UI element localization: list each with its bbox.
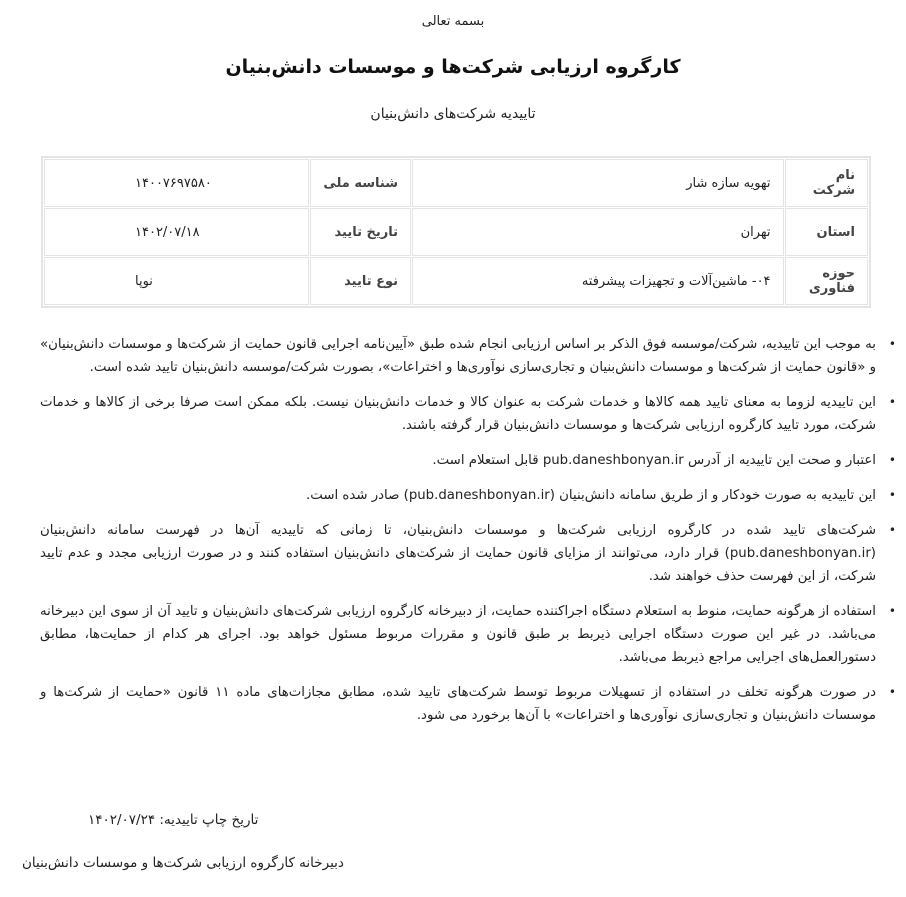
issuing-organization: دبیرخانه کارگروه ارزیابی شرکت‌ها و موسسات دانش‌بنیان <box>22 855 344 871</box>
tech-field-label: حوزه فناوری <box>785 257 868 305</box>
company-name-label: نام شرکت <box>785 159 868 207</box>
bullet-icon: • <box>888 488 896 502</box>
list-item <box>40 333 896 379</box>
print-date: تاریخ چاپ تاییدیه: ۱۴۰۲/۰۷/۲۴ <box>88 812 259 828</box>
approval-type-value: نوپا <box>44 257 309 305</box>
company-name-value: تهویه سازه شار <box>412 159 784 207</box>
note-text: در صورت هرگونه تخلف در استفاده از تسهیلات مربوط توسط شرکت‌های تایید شده، مطابق مجازات‌های ماده ۱۱ قانون «حمایت از شرکت‌ها و موسسات دانش‌بنیان و تجاری‌سازی نوآوری‌ها و اختراعات» با آن‌ها برخورد می شود. <box>40 685 876 723</box>
list-item <box>40 519 896 588</box>
bullet-icon: • <box>888 395 896 409</box>
approval-type-label: نوع تایید <box>310 257 411 305</box>
table-row <box>44 159 868 207</box>
notes-list <box>40 333 898 739</box>
table-row <box>44 208 868 256</box>
tech-field-value: ۰۴- ماشین‌آلات و تجهیزات پیشرفته <box>412 257 784 305</box>
list-item <box>40 449 896 472</box>
list-item <box>40 681 896 727</box>
bullet-icon: • <box>888 453 896 467</box>
bullet-icon: • <box>888 523 896 537</box>
company-info-table <box>41 156 871 308</box>
page-subtitle: تاییدیه شرکت‌های دانش‌بنیان <box>370 106 536 122</box>
national-id-value: ۱۴۰۰۷۶۹۷۵۸۰ <box>44 159 309 207</box>
note-text: این تاییدیه به صورت خودکار و از طریق سامانه دانش‌بنیان (pub.daneshbonyan.ir) صادر شده است. <box>306 488 876 503</box>
province-value: تهران <box>412 208 784 256</box>
list-item <box>40 600 896 669</box>
basmala-heading: بسمه تعالی <box>421 14 485 29</box>
bullet-icon: • <box>888 337 896 351</box>
note-text: این تاییدیه لزوما به معنای تایید همه کالاها و خدمات شرکت به عنوان کالا و خدمات دانش‌بنیان نیست. بلکه ممکن است صرفا برخی از کالاها و خدمات شرکت، مورد تایید کارگروه ارزیابی شرکت‌ها و موسسات دانش‌بنیان قرار گرفته باشند. <box>40 395 876 433</box>
approval-date-value: ۱۴۰۲/۰۷/۱۸ <box>44 208 309 256</box>
note-text: شرکت‌های تایید شده در کارگروه ارزیابی شرکت‌ها و موسسات دانش‌بنیان، تا زمانی که تاییدیه آن‌ها در فهرست سامانه دانش‌بنیان (pub.daneshbonyan.ir) قرار دارد، می‌توانند از مزایای قانون حمایت از شرکت‌های دانش‌بنیان استفاده کنند و در صورت ارزیابی مجدد و عدم تایید شرکت، از این فهرست حذف خواهند شد. <box>40 523 876 584</box>
province-label: استان <box>785 208 868 256</box>
list-item <box>40 484 896 507</box>
table-row <box>44 257 868 305</box>
national-id-label: شناسه ملی <box>310 159 411 207</box>
note-text: استفاده از هرگونه حمایت، منوط به استعلام دستگاه اجراکننده حمایت، از دبیرخانه کارگروه ارزیابی شرکت‌های دانش‌بنیان و تایید آن از سوی این دبیرخانه می‌باشد. در غیر این صورت دستگاه اجرایی ذیربط بر طبق قانون و مقررات مربوط مسئول خواهد بود. اجرای هر کدام از حمایت‌ها، مطابق دستورالعمل‌های اجرایی مراجع ذیربط می‌باشد. <box>40 604 876 665</box>
note-text: به موجب این تاییدیه، شرکت/موسسه فوق الذکر بر اساس ارزیابی انجام شده طبق «آیین‌نامه اجرایی قانون حمایت از شرکت‌ها و موسسات دانش‌بنیان» و «قانون حمایت از شرکت‌ها و موسسات دانش‌بنیان و تجاری‌سازی نوآوری‌ها و اختراعات»، بصورت شرکت/موسسه دانش‌بنیان تایید شده است. <box>40 337 876 375</box>
bullet-icon: • <box>888 604 896 618</box>
page-title: کارگروه ارزیابی شرکت‌ها و موسسات دانش‌بنیان <box>225 56 681 78</box>
list-item <box>40 391 896 437</box>
bullet-icon: • <box>888 685 896 699</box>
note-text: اعتبار و صحت این تاییدیه از آدرس pub.daneshbonyan.ir قابل استعلام است. <box>432 453 876 468</box>
approval-date-label: تاریخ تایید <box>310 208 411 256</box>
